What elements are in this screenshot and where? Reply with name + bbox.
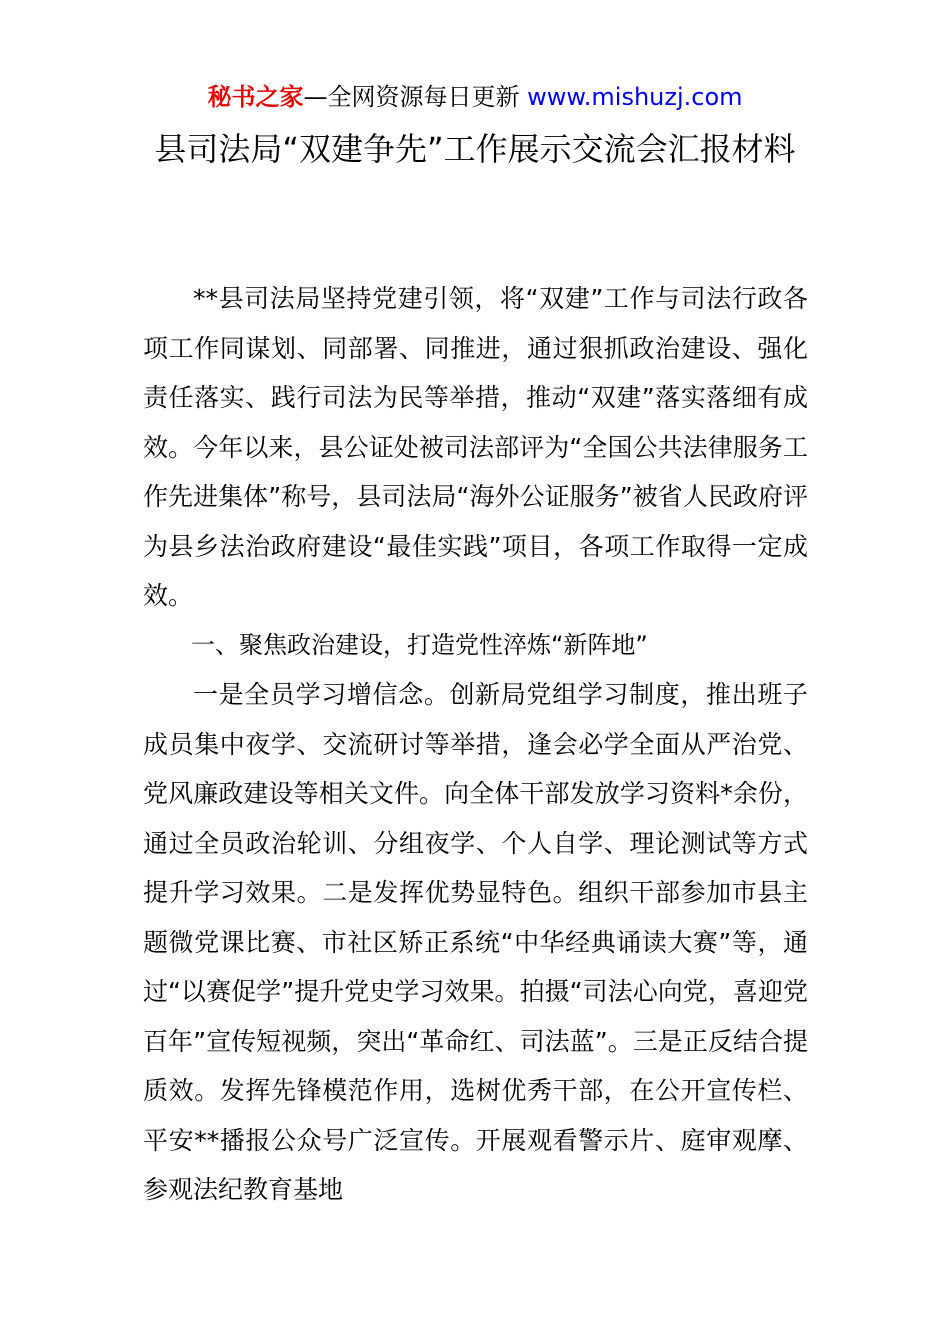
brand-name: 秘书之家 <box>207 83 304 111</box>
document-body <box>143 274 808 1215</box>
banner-slogan: —全网资源每日更新 <box>303 83 528 111</box>
site-url-link[interactable]: www.mishuzj.com <box>527 83 743 111</box>
site-banner <box>0 80 950 114</box>
section-heading-1: 一、聚焦政治建设，打造党性淬炼“新阵地” <box>191 630 648 659</box>
document-title: 县司法局“双建争先”工作展示交流会汇报材料 <box>154 130 796 168</box>
section-1-paragraph: 一是全员学习增信念。创新局党组学习制度，推出班子成员集中夜学、交流研讨等举措，逢会必学全面从严治党、党风廉政建设等相关文件。向全体干部发放学习资料*余份，通过全员政治轮训、分组夜学、个人自学、理论测试等方式提升学习效果。二是发挥优势显特色。组织干部参加市县主题微党课比赛、市社区矫正系统“中华经典诵读大赛”等，通过“以赛促学”提升党史学习效果。拍摄“司法心向党，喜迎党百年”宣传短视频，突出“革命红、司法蓝”。三是正反结合提质效。发挥先锋模范作用，选树优秀干部，在公开宣传栏、平安**播报公众号广泛宣传。开展观看警示片、庭审观摩、参观法纪教育基地 <box>143 680 808 1204</box>
intro-paragraph: **县司法局坚持党建引领，将“双建”工作与司法行政各项工作同谋划、同部署、同推进，通过狠抓政治建设、强化责任落实、践行司法为民等举措，推动“双建”落实落细有成效。今年以来，县公证处被司法部评为“全国公共法律服务工作先进集体”称号，县司法局“海外公证服务”被省人民政府评为县乡法治政府建设“最佳实践”项目，各项工作取得一定成效。 <box>143 284 808 610</box>
